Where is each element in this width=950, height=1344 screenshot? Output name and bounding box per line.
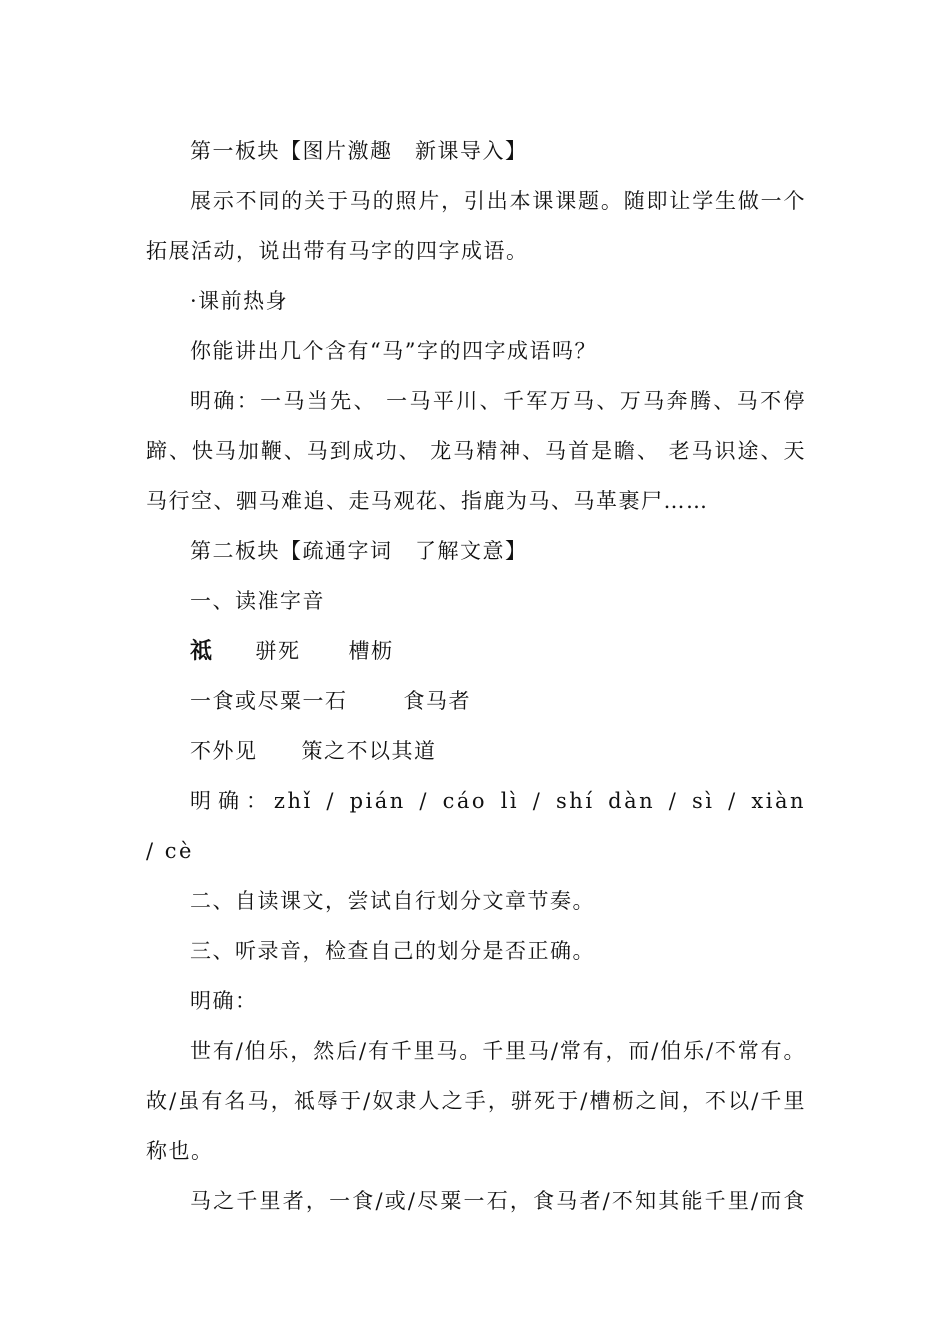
vocab-word: 策之不以其道	[301, 739, 437, 763]
clarify-label: 明确：	[190, 989, 258, 1013]
pinyin-answer-line1: 明确：zhǐ / pián / cáo lì / shí dàn / sì / xiàn	[190, 789, 806, 813]
step2-self-read: 二、自读课文，尝试自行划分文章节奏。	[190, 889, 595, 913]
pinyin-answer-line2: / cè	[146, 839, 194, 863]
vocab-row1	[190, 636, 394, 667]
vocab-word: 槽枥	[348, 639, 394, 663]
vocab-word: 一食或尽粟一石	[190, 689, 348, 713]
section1-heading: 第一板块【图片激趣 新课导入】	[190, 139, 528, 163]
section1-intro-line2: 拓展活动，说出带有马字的四字成语。	[146, 239, 529, 263]
vocab-word: 骈死	[255, 639, 301, 663]
rhythm-para1-line1: 世有/伯乐，然后/有千里马。千里马/常有，而/伯乐/不常有。	[190, 1039, 806, 1063]
section2-heading: 第二板块【疏通字词 了解文意】	[190, 539, 528, 563]
vocab-word: 不外见	[190, 739, 258, 763]
vocab-row3	[190, 736, 437, 766]
vocab-word: 祗	[190, 639, 214, 664]
step1-read-pronunciation: 一、读准字音	[190, 589, 325, 613]
rhythm-para2-line1: 马之千里者，一食/或/尽粟一石，食马者/不知其能千里/而食	[190, 1189, 806, 1213]
step3-listen: 三、听录音，检查自己的划分是否正确。	[190, 939, 595, 963]
vocab-word: 食马者	[403, 689, 471, 713]
warmup-label: ·课前热身	[190, 289, 289, 313]
rhythm-para1-line2: 故/虽有名马，祗辱于/奴隶人之手，骈死于/槽枥之间，不以/千里	[146, 1089, 806, 1113]
rhythm-para1-line3: 称也。	[146, 1139, 214, 1163]
vocab-row2	[190, 686, 471, 716]
idiom-answer-line1: 明确：一马当先、 一马平川、千军万马、万马奔腾、马不停	[190, 389, 806, 413]
section1-intro-line1: 展示不同的关于马的照片，引出本课课题。随即让学生做一个	[190, 189, 806, 213]
idiom-answer-line2: 蹄、快马加鞭、马到成功、 龙马精神、马首是瞻、 老马识途、天	[146, 439, 806, 463]
warmup-question: 你能讲出几个含有“马”字的四字成语吗？	[190, 339, 597, 363]
idiom-answer-line3: 马行空、驷马难追、走马观花、指鹿为马、马革裹尸……	[146, 489, 709, 513]
